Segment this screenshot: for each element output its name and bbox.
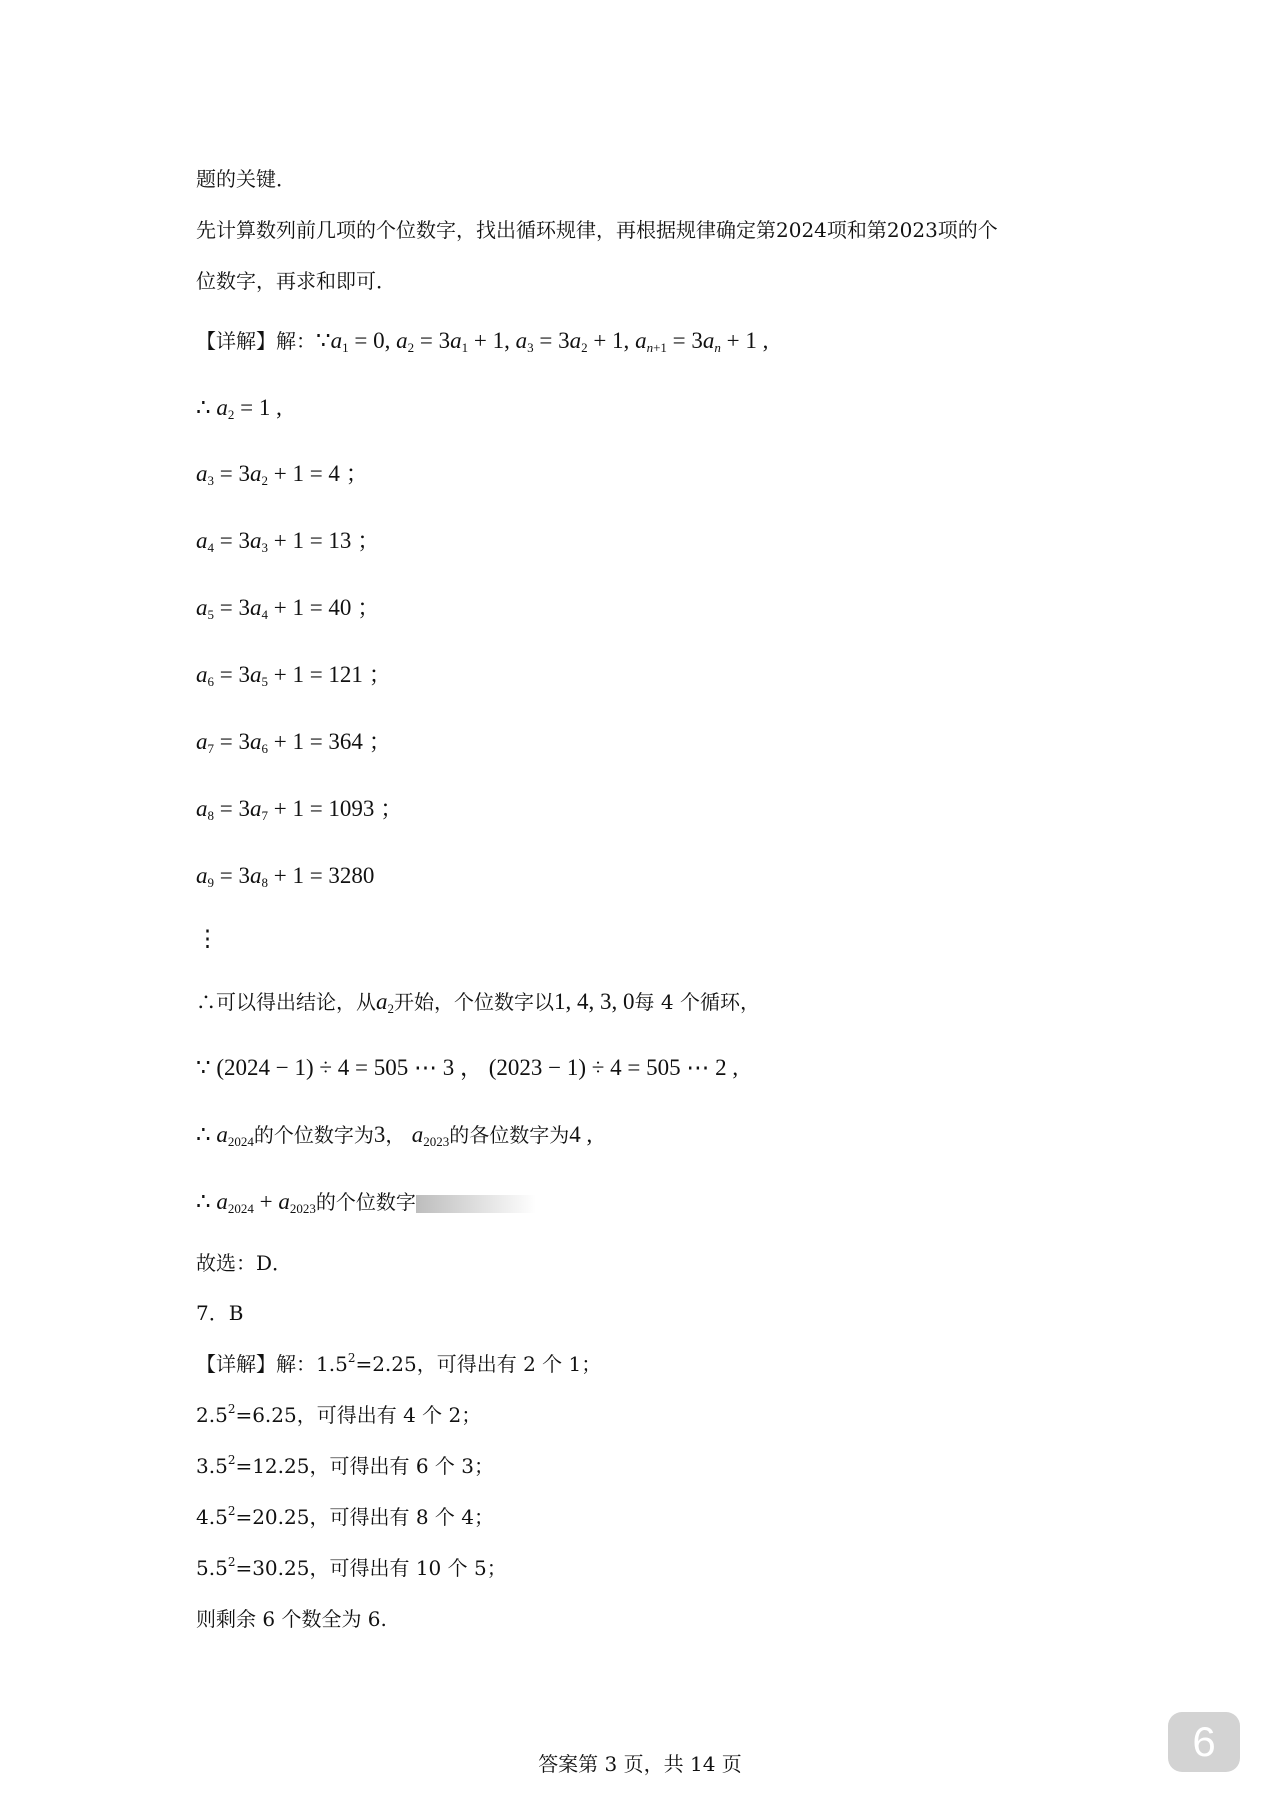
formula-a2: ∴ $a_2 = 1$ ,: [196, 395, 282, 422]
formula-a7: $a_7 = 3a_6 + 1 = 364$ ；: [196, 729, 392, 756]
q7-row-4: $4.5^2=20.25$，可得出有 8 个 4；: [196, 1504, 494, 1529]
q7-row-2: $2.5^2=6.25$，可得出有 4 个 2；: [196, 1402, 482, 1427]
page-footer: 答案第 3 页，共 14 页: [538, 1752, 742, 1776]
sum-line: ∴ $a_{2024} + a_{2023}$的个位数字: [196, 1188, 536, 1216]
q7-row-1: 【详解】解：$1.5^2=2.25$，可得出有 2 个 1；: [196, 1351, 602, 1376]
formula-a9: $a_9 = 3a_8 + 1 = 3280$: [196, 863, 375, 890]
page-number-badge: 6: [1168, 1712, 1240, 1772]
conclusion-line: ∴可以得出结论，从$a_2$开始，个位数字以1, 4, 3, 0每 4 个循环，: [196, 989, 760, 1016]
text-line-2: 先计算数列前几项的个位数字，找出循环规律，再根据规律确定第2024项和第2023项的个: [196, 218, 998, 242]
q7-label: 7．B: [196, 1301, 244, 1325]
formula-a8: $a_8 = 3a_7 + 1 = 1093$ ；: [196, 796, 404, 823]
formula-a5: $a_5 = 3a_4 + 1 = 40$ ；: [196, 595, 381, 622]
q7-row-3: $3.5^2=12.25$，可得出有 6 个 3；: [196, 1453, 494, 1478]
detail-given-line: [196, 327, 768, 355]
text-line-3: 位数字，再求和即可．: [196, 269, 396, 293]
units-digit-line: ∴ $a_{2024}$的个位数字为3， $a_{2023}$的各位数字为4 ,: [196, 1122, 593, 1149]
faded-text-overlay: [416, 1195, 536, 1213]
answer-line: 故选：D．: [196, 1251, 293, 1275]
text-line-1: 题的关键．: [196, 167, 296, 191]
q7-final: 则剩余 6 个数全为 6.: [196, 1607, 387, 1631]
formula-a4: $a_4 = 3a_3 + 1 = 13$ ；: [196, 528, 381, 555]
vertical-ellipsis: ⋮: [196, 926, 219, 951]
formula-a6: $a_6 = 3a_5 + 1 = 121$ ；: [196, 662, 392, 689]
detail-label: 【详解】解：: [196, 329, 316, 353]
formula-a3: $a_3 = 3a_2 + 1 = 4$ ；: [196, 461, 369, 488]
given-formula: $\because a_1 = 0$, $a_2 = 3a_1 + 1$, $a_3 = 3a_2 + 1$, $a_{n+1} = 3a_n + 1$ ,: [316, 328, 769, 355]
remainder-formula: ∵ (2024 − 1) ÷ 4 = 505 ⋯ 3 ， (2023 − 1) ÷ 4 = 505 ⋯ 2 ,: [196, 1055, 739, 1080]
q7-row-5: $5.5^2=30.25$，可得出有 10 个 5；: [196, 1555, 507, 1580]
